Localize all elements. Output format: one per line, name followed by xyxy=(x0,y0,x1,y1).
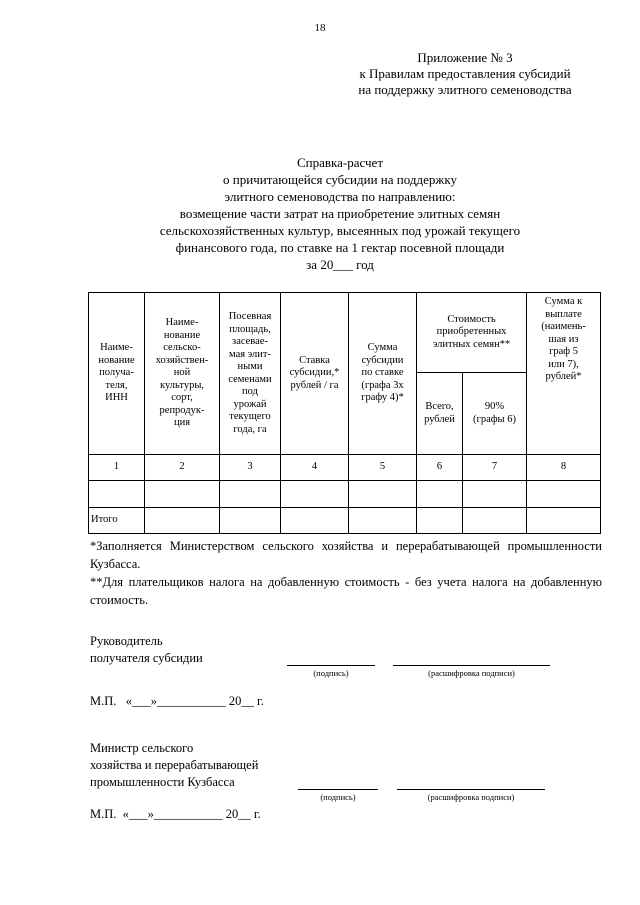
recipient-title-2: получателя субсидии xyxy=(90,651,203,665)
header-rate: Ставка субсидии,* рублей / га xyxy=(281,293,349,455)
title-line: финансового года, по ставке на 1 гектар посевной площади xyxy=(175,240,505,255)
header-90pct: 90% (графы 6) xyxy=(463,373,527,455)
minister-title-1: Министр сельского xyxy=(90,741,194,755)
calculation-table xyxy=(88,292,601,534)
title-line: элитного семеноводства по направлению: xyxy=(224,189,456,204)
appendix-line-1: Приложение № 3 xyxy=(417,50,513,65)
column-number: 3 xyxy=(220,455,281,481)
title-line: Справка-расчет xyxy=(296,155,384,170)
empty-cell xyxy=(220,481,281,508)
column-number: 2 xyxy=(145,455,220,481)
title-line: сельскохозяйственных культур, высеянных под урожай текущего xyxy=(159,223,521,238)
appendix-header xyxy=(330,50,600,98)
footnote-1: *Заполняется Министерством сельского хозяйства и перерабатывающей промышленности Кузбасса. xyxy=(90,539,602,571)
column-number: 5 xyxy=(349,455,417,481)
empty-cell xyxy=(349,481,417,508)
empty-cell xyxy=(220,508,281,534)
minister-title-3: промышленности Кузбасса xyxy=(90,775,235,789)
empty-cell xyxy=(417,481,463,508)
appendix-line-3: на поддержку элитного семеноводства xyxy=(358,82,572,97)
empty-cell xyxy=(89,481,145,508)
footnote-2: **Для плательщиков налога на добавленную стоимость - без учета налога на добавленную стоимость. xyxy=(90,575,602,607)
header-subsidy-sum: Сумма субсидии по ставке (графа 3х графу 4)* xyxy=(349,293,417,455)
decoding-line xyxy=(393,665,550,666)
header-area: Посевная площадь, засевае- мая элит- ными семенами под урожай текущего года, га xyxy=(220,293,281,455)
document-title xyxy=(60,154,620,273)
decoding-caption: (расшифровка подписи) xyxy=(428,668,515,678)
empty-cell xyxy=(527,481,601,508)
decoding-caption: (расшифровка подписи) xyxy=(427,792,515,802)
page-number: 18 xyxy=(314,22,326,34)
header-crop: Наиме- нование сельско- хозяйствен- ной культуры, сорт, репродук- ция xyxy=(145,293,220,455)
empty-cell xyxy=(145,508,220,534)
stamp-date-line: М.П. «___»___________ 20__ г. xyxy=(90,807,261,821)
table-row xyxy=(89,481,601,508)
header-payment: Сумма к выплате (наимень- шая из граф 5 или 7), рублей* xyxy=(527,293,601,455)
column-numbers-row xyxy=(89,455,601,481)
signature-caption: (подпись) xyxy=(320,792,356,802)
recipient-title-1: Руководитель xyxy=(90,634,163,648)
header-seed-cost: Стоимость приобретенных элитных семян** xyxy=(417,293,527,373)
total-row xyxy=(89,508,601,534)
empty-cell xyxy=(281,508,349,534)
empty-cell xyxy=(281,481,349,508)
empty-cell xyxy=(417,508,463,534)
title-line: возмещение части затрат на приобретение элитных семян xyxy=(179,206,501,221)
minister-title-2: хозяйства и перерабатывающей xyxy=(90,758,259,772)
footnotes xyxy=(90,537,602,609)
column-number: 6 xyxy=(417,455,463,481)
signature-caption: (подпись) xyxy=(313,668,349,678)
column-number: 1 xyxy=(89,455,145,481)
total-label: Итого xyxy=(89,508,145,534)
column-number: 7 xyxy=(463,455,527,481)
header-recipient: Наиме- нование получа- теля, ИНН xyxy=(89,293,145,455)
stamp-date-line: М.П. «___»___________ 20__ г. xyxy=(90,694,264,708)
title-line: за 20___ год xyxy=(306,257,374,272)
column-number: 8 xyxy=(527,455,601,481)
title-line: о причитающейся субсидии на поддержку xyxy=(223,172,457,187)
empty-cell xyxy=(349,508,417,534)
empty-cell xyxy=(145,481,220,508)
signature-line xyxy=(298,789,378,790)
empty-cell xyxy=(527,508,601,534)
decoding-line xyxy=(397,789,545,790)
column-number: 4 xyxy=(281,455,349,481)
empty-cell xyxy=(463,481,527,508)
header-total: Всего, рублей xyxy=(417,373,463,455)
empty-cell xyxy=(463,508,527,534)
signature-line xyxy=(287,665,375,666)
appendix-line-2: к Правилам предоставления субсидий xyxy=(359,66,571,81)
